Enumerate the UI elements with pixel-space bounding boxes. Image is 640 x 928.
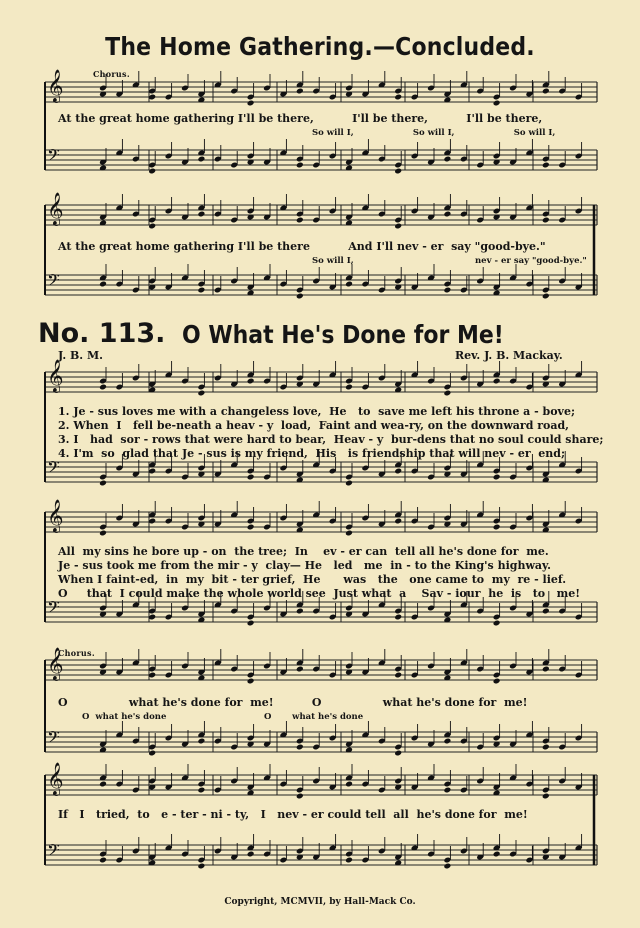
verse-line: O that I could make the whole world see Just what a Sav - iour he is to me! [58, 587, 581, 600]
note-head [99, 384, 107, 391]
note-head [296, 293, 304, 300]
treble-clef: 𝄞 [47, 762, 64, 795]
note-head [443, 211, 451, 218]
bass-clef: 𝄢 [47, 145, 60, 169]
note-head [296, 608, 304, 615]
author-credit: J. B. M. [58, 349, 103, 362]
lyric-echo: So will I, So will I, So will I, [312, 128, 556, 138]
verse-line: All my sins he bore up - on the tree; In ev - er can tell all he's done for me. [58, 545, 549, 558]
verse-line: When I faint-ed, in my bit - ter grief, He was the one came to my re - lief. [58, 573, 567, 586]
note-head [443, 738, 451, 745]
chorus-label: Chorus. [93, 69, 130, 79]
note-head [197, 390, 205, 397]
note-head [99, 480, 107, 487]
treble-clef: 𝄞 [47, 647, 64, 680]
note-head [394, 223, 402, 230]
note-head [394, 750, 402, 757]
note-head [247, 524, 255, 531]
note-head [493, 678, 501, 685]
lyric-echo: So will I, nev - er say "good-bye." [312, 256, 587, 266]
note-head [296, 88, 304, 95]
note-head [345, 384, 353, 391]
note-head [394, 518, 402, 525]
note-head [99, 530, 107, 537]
note-head [542, 88, 550, 95]
note-head [197, 738, 205, 745]
note-head [247, 474, 255, 481]
note-head [493, 620, 501, 627]
verse-line: 4. I'm so glad that Je - sus is my friend, His is friendship that will nev - er end; [58, 447, 566, 460]
chorus-label: Chorus. [58, 648, 95, 658]
note-head [296, 217, 304, 224]
verse-line: 3. I had sor - rows that were hard to bear, Heav - y bur-dens that no soul could share; [58, 433, 604, 446]
note-head [443, 787, 451, 794]
note-head [443, 390, 451, 397]
treble-clef: 𝄞 [47, 499, 64, 532]
note-head [296, 793, 304, 800]
note-head [296, 666, 304, 673]
note-head [493, 378, 501, 385]
verse-line: 1. Je - sus loves me with a changeless love, He to save me left his throne a - bove; [58, 405, 576, 418]
composer-credit: Rev. J. B. Mackay. [455, 349, 563, 362]
note-head [345, 530, 353, 537]
note-head [197, 211, 205, 218]
chorus-line: If I tried, to e - ter - ni - ty, I nev - er could tell all he's done for me! [58, 808, 528, 821]
note-head [296, 162, 304, 169]
bass-clef: 𝄢 [47, 727, 60, 751]
note-head [394, 94, 402, 101]
note-head [247, 851, 255, 858]
lyric-line: At the great home gathering I'll be there And I'll nev - er say "good-bye." [58, 240, 546, 253]
note-head [296, 744, 304, 751]
note-head [247, 378, 255, 385]
note-head [443, 863, 451, 870]
note-head [443, 156, 451, 163]
verse-line: 2. When I fell be-neath a heav - y load, Faint and wea-ry, on the downward road, [58, 419, 570, 432]
lyric-line: At the great home gathering I'll be there, I'll be there, I'll be there, [58, 112, 543, 125]
treble-clef: 𝄞 [47, 69, 64, 102]
hymn-title: O What He's Done for Me! [182, 320, 504, 349]
note-head [493, 524, 501, 531]
note-head [542, 744, 550, 751]
note-head [197, 787, 205, 794]
note-head [394, 614, 402, 621]
hymn-number: No. 113. [38, 318, 166, 349]
note-head [345, 781, 353, 788]
bass-clef: 𝄢 [47, 840, 60, 864]
note-head [247, 678, 255, 685]
chorus-echo: O what he's done O what he's done [82, 712, 364, 722]
note-head [394, 468, 402, 475]
note-head [542, 293, 550, 300]
note-head [345, 857, 353, 864]
note-head [394, 168, 402, 175]
note-head [247, 100, 255, 107]
note-head [247, 620, 255, 627]
treble-clef: 𝄞 [47, 192, 64, 225]
bass-clef: 𝄢 [47, 597, 60, 621]
note-head [443, 287, 451, 294]
note-head [197, 156, 205, 163]
bass-clef: 𝄢 [47, 457, 60, 481]
note-head [345, 281, 353, 288]
note-head [493, 851, 501, 858]
note-head [197, 863, 205, 870]
note-head [394, 672, 402, 679]
page-title: The Home Gathering.—Concluded. [105, 32, 535, 61]
note-head [493, 474, 501, 481]
note-head [542, 217, 550, 224]
chorus-line: O what he's done for me! O what he's done for me! [58, 696, 528, 709]
bass-clef: 𝄢 [47, 270, 60, 294]
treble-clef: 𝄞 [47, 359, 64, 392]
note-head [542, 793, 550, 800]
note-head [99, 857, 107, 864]
copyright: Copyright, MCMVII, by Hall-Mack Co. [224, 897, 416, 907]
note-head [197, 287, 205, 294]
note-head [542, 666, 550, 673]
note-head [99, 781, 107, 788]
note-head [542, 162, 550, 169]
verse-line: Je - sus took me from the mir - y clay— He led me in - to the King's highway. [58, 559, 551, 572]
note-head [542, 608, 550, 615]
note-head [345, 480, 353, 487]
note-head [99, 281, 107, 288]
note-head [493, 100, 501, 107]
